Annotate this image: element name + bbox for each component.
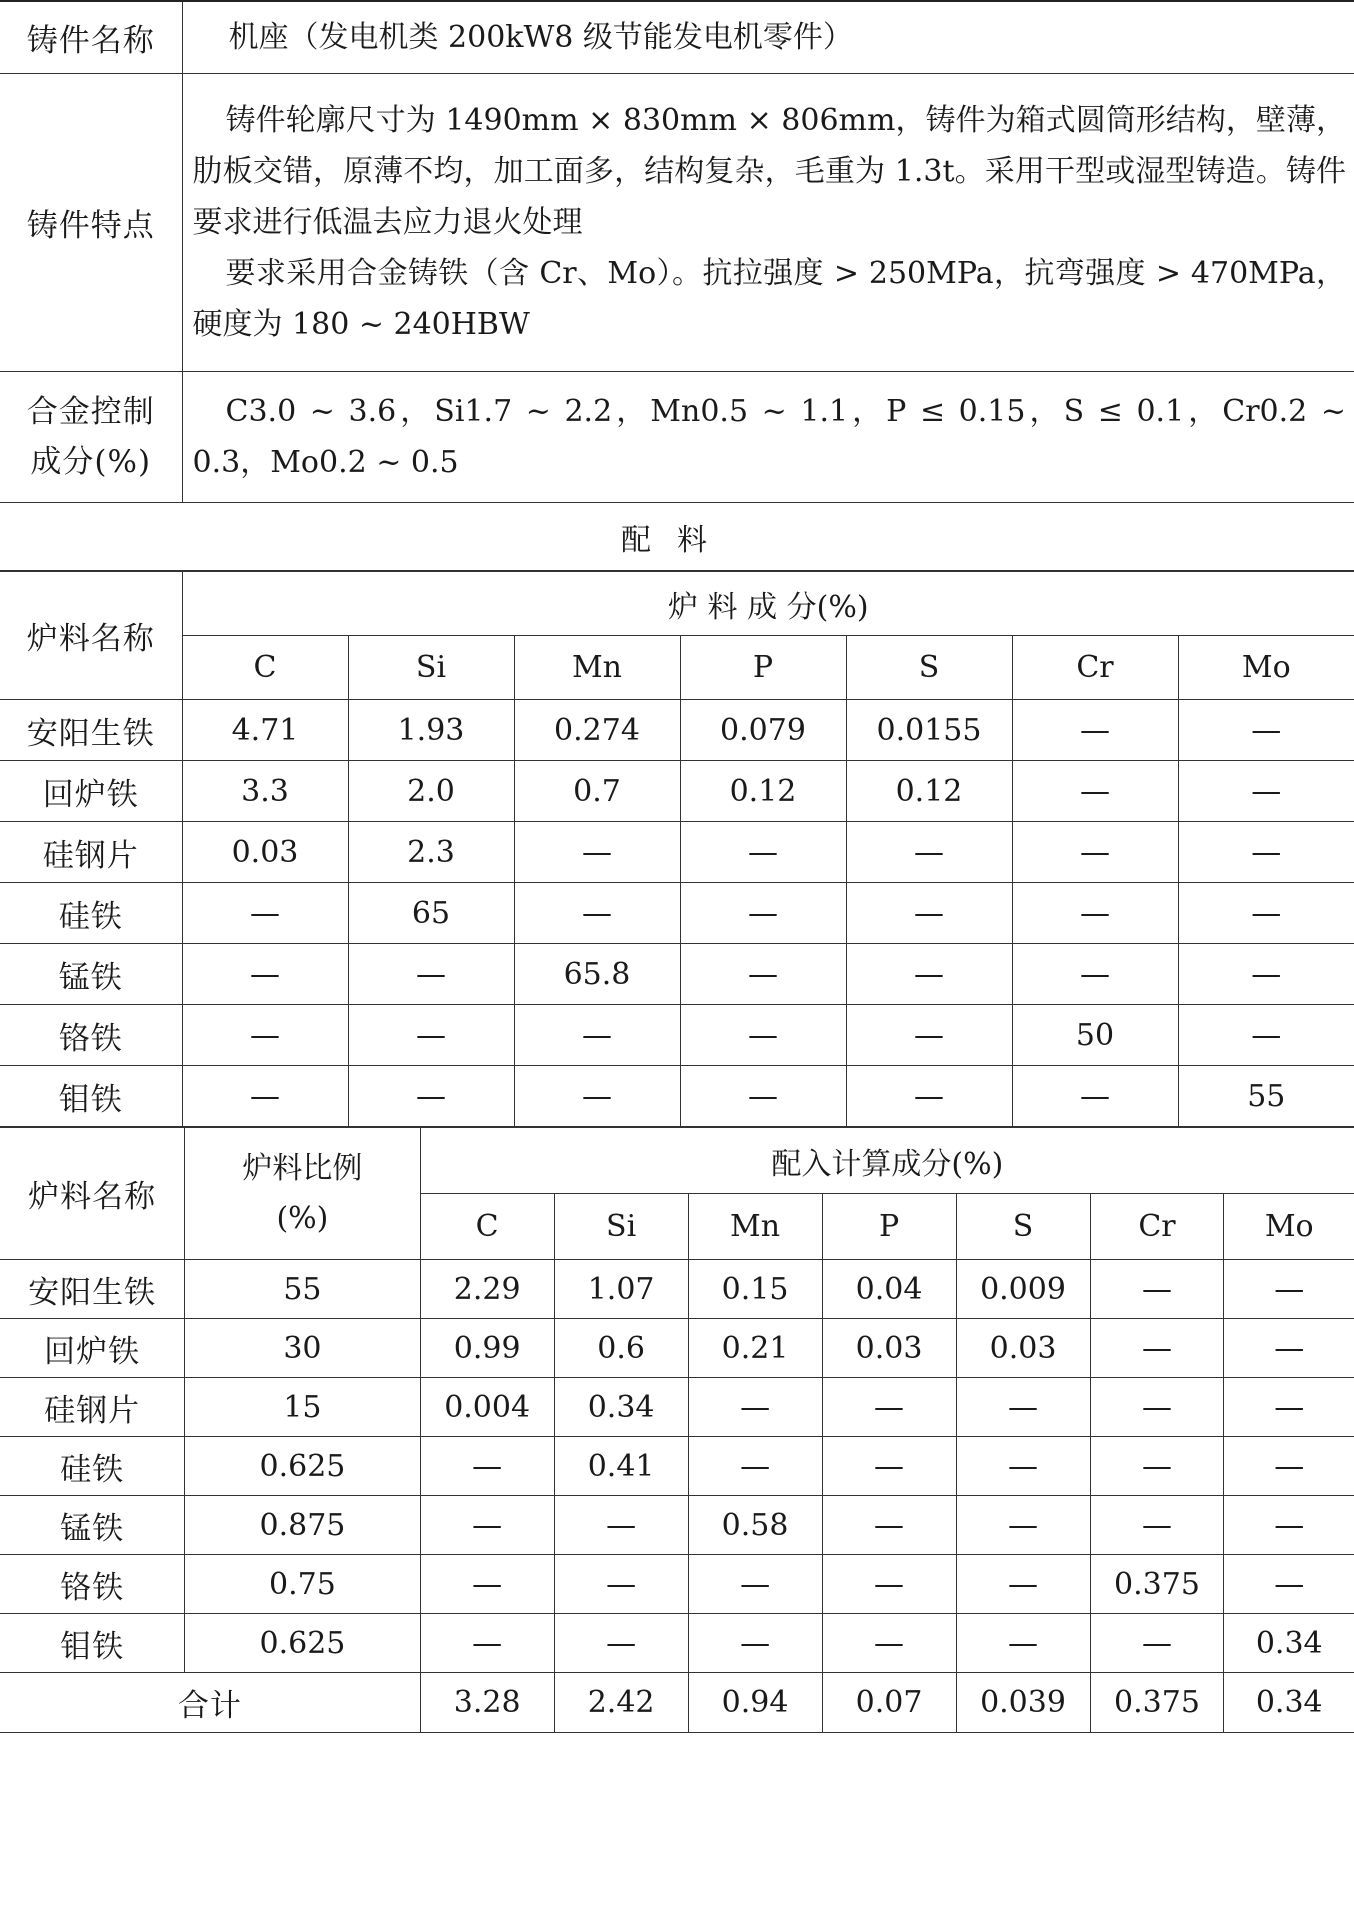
charge-col-header: C xyxy=(182,636,348,700)
charge-cell: 50 xyxy=(1012,1005,1178,1066)
calc-cell: — xyxy=(822,1437,956,1496)
charge-material-name: 硅钢片 xyxy=(0,822,182,883)
charge-element-header-row xyxy=(0,636,1354,700)
section-title-row xyxy=(0,503,1354,571)
casting-feature-row xyxy=(0,74,1354,372)
calc-cell: 0.375 xyxy=(1090,1555,1224,1614)
charge-cell: — xyxy=(1012,883,1178,944)
charge-cell: — xyxy=(1012,700,1178,761)
calc-ratio-cell: 0.875 xyxy=(185,1496,420,1555)
charge-row xyxy=(0,822,1354,883)
calc-cell: — xyxy=(688,1614,822,1673)
calc-cell: — xyxy=(1090,1319,1224,1378)
charge-col-header: S xyxy=(846,636,1012,700)
charge-name-header: 炉料名称 xyxy=(0,572,182,700)
charge-cell: 65.8 xyxy=(514,944,680,1005)
charge-cell: — xyxy=(680,944,846,1005)
calc-cell: — xyxy=(822,1614,956,1673)
charge-cell: — xyxy=(846,1005,1012,1066)
calc-cell: — xyxy=(822,1496,956,1555)
calc-ratio-cell: 30 xyxy=(185,1319,420,1378)
charge-cell: — xyxy=(514,1066,680,1127)
calculated-composition-table xyxy=(0,1127,1354,1733)
charge-row xyxy=(0,700,1354,761)
section-title: 配料 xyxy=(0,503,1354,571)
calc-cell: 0.04 xyxy=(822,1260,956,1319)
charge-col-header: Cr xyxy=(1012,636,1178,700)
calc-cell: 0.6 xyxy=(554,1319,688,1378)
charge-cell: — xyxy=(182,1005,348,1066)
charge-material-name: 硅铁 xyxy=(0,883,182,944)
charge-cell: — xyxy=(1012,1066,1178,1127)
charge-cell: — xyxy=(1178,1005,1354,1066)
calc-ratio-header: 炉料比例(%) xyxy=(185,1128,420,1260)
calc-total-cell: 3.28 xyxy=(420,1673,554,1733)
calc-cell: 2.29 xyxy=(420,1260,554,1319)
charge-cell: — xyxy=(680,1066,846,1127)
charge-cell: — xyxy=(182,883,348,944)
charge-cell: — xyxy=(348,1005,514,1066)
calc-cell: 0.21 xyxy=(688,1319,822,1378)
calc-cell: 0.15 xyxy=(688,1260,822,1319)
calc-row xyxy=(0,1555,1354,1614)
calc-cell: — xyxy=(1090,1378,1224,1437)
charge-row xyxy=(0,761,1354,822)
calc-row xyxy=(0,1260,1354,1319)
feature-paragraph-1: 铸件轮廓尺寸为 1490mm × 830mm × 806mm，铸件为箱式圆筒形结构，壁薄，肋板交错，原薄不均，加工面多，结构复杂，毛重为 1.3t。采用干型或湿型铸造。铸件要求进行低温去应力退火处理 xyxy=(192,103,1346,240)
calc-col-header: Cr xyxy=(1090,1194,1224,1260)
calc-cell: — xyxy=(688,1378,822,1437)
calc-cell: 0.03 xyxy=(822,1319,956,1378)
charge-cell: — xyxy=(846,1066,1012,1127)
calc-cell: — xyxy=(1224,1437,1354,1496)
charge-row xyxy=(0,1066,1354,1127)
calc-total-row xyxy=(0,1673,1354,1733)
calc-cell: 0.99 xyxy=(420,1319,554,1378)
calc-cell: — xyxy=(688,1437,822,1496)
charge-row xyxy=(0,883,1354,944)
calc-ratio-cell: 15 xyxy=(185,1378,420,1437)
charge-material-name: 钼铁 xyxy=(0,1066,182,1127)
calc-cell: — xyxy=(420,1614,554,1673)
charge-cell: — xyxy=(1012,822,1178,883)
charge-cell: — xyxy=(1012,944,1178,1005)
charge-header-row xyxy=(0,572,1354,636)
alloy-control-text: C3.0 ~ 3.6，Si1.7 ~ 2.2，Mn0.5 ~ 1.1，P ≤ 0.15，S ≤ 0.1，Cr0.2 ~ 0.3，Mo0.2 ~ 0.5 xyxy=(192,394,1346,480)
charge-col-header: P xyxy=(680,636,846,700)
casting-feature-label: 铸件特点 xyxy=(0,74,182,372)
charge-cell: 4.71 xyxy=(182,700,348,761)
calc-cell: 0.58 xyxy=(688,1496,822,1555)
calc-cell: 1.07 xyxy=(554,1260,688,1319)
calc-cell: 0.004 xyxy=(420,1378,554,1437)
charge-cell: 55 xyxy=(1178,1066,1354,1127)
calc-row xyxy=(0,1437,1354,1496)
calc-name-header: 炉料名称 xyxy=(0,1128,185,1260)
calc-row xyxy=(0,1378,1354,1437)
calc-cell: 0.41 xyxy=(554,1437,688,1496)
calc-cell: — xyxy=(822,1378,956,1437)
calc-total-cell: 0.07 xyxy=(822,1673,956,1733)
charge-material-name: 安阳生铁 xyxy=(0,700,182,761)
casting-name-value: 机座（发电机类 200kW8 级节能发电机零件） xyxy=(182,1,1354,74)
charge-cell: — xyxy=(182,1066,348,1127)
charge-cell: 3.3 xyxy=(182,761,348,822)
calc-cell: — xyxy=(1090,1614,1224,1673)
charge-cell: 0.12 xyxy=(680,761,846,822)
charge-cell: — xyxy=(182,944,348,1005)
casting-feature-value xyxy=(182,74,1354,372)
calc-cell: — xyxy=(956,1378,1090,1437)
calc-col-header: Si xyxy=(554,1194,688,1260)
charge-row xyxy=(0,944,1354,1005)
charge-cell: 2.3 xyxy=(348,822,514,883)
charge-cell: 1.93 xyxy=(348,700,514,761)
charge-cell: — xyxy=(680,883,846,944)
calc-col-header: S xyxy=(956,1194,1090,1260)
calc-cell: — xyxy=(956,1437,1090,1496)
charge-cell: — xyxy=(1178,883,1354,944)
calc-cell: — xyxy=(420,1555,554,1614)
charge-cell: — xyxy=(846,822,1012,883)
calc-col-header: C xyxy=(420,1194,554,1260)
charge-cell: — xyxy=(348,944,514,1005)
calc-header-row xyxy=(0,1128,1354,1194)
calc-total-cell: 0.039 xyxy=(956,1673,1090,1733)
charge-cell: 0.079 xyxy=(680,700,846,761)
charge-cell: 0.7 xyxy=(514,761,680,822)
calc-cell: — xyxy=(554,1614,688,1673)
charge-cell: 0.03 xyxy=(182,822,348,883)
calc-cell: 0.34 xyxy=(554,1378,688,1437)
calc-total-cell: 0.375 xyxy=(1090,1673,1224,1733)
charge-cell: — xyxy=(846,944,1012,1005)
charge-col-header: Si xyxy=(348,636,514,700)
calc-cell: 0.009 xyxy=(956,1260,1090,1319)
calc-cell: — xyxy=(1224,1496,1354,1555)
charge-cell: — xyxy=(680,822,846,883)
calc-cell: — xyxy=(956,1496,1090,1555)
charge-cell: — xyxy=(514,1005,680,1066)
calc-cell: — xyxy=(554,1555,688,1614)
calc-ratio-cell: 0.625 xyxy=(185,1437,420,1496)
calc-cell: — xyxy=(1224,1378,1354,1437)
calc-cell: — xyxy=(554,1496,688,1555)
calc-ratio-cell: 0.625 xyxy=(185,1614,420,1673)
calc-row xyxy=(0,1319,1354,1378)
charge-cell: — xyxy=(1178,761,1354,822)
calc-ratio-cell: 0.75 xyxy=(185,1555,420,1614)
calc-material-name: 锰铁 xyxy=(0,1496,185,1555)
calc-material-name: 铬铁 xyxy=(0,1555,185,1614)
calc-cell: — xyxy=(1224,1260,1354,1319)
calc-cell: — xyxy=(956,1555,1090,1614)
calc-total-cell: 0.94 xyxy=(688,1673,822,1733)
charge-cell: 2.0 xyxy=(348,761,514,822)
calc-material-name: 硅钢片 xyxy=(0,1378,185,1437)
charge-cell: — xyxy=(846,883,1012,944)
calc-total-cell: 0.34 xyxy=(1224,1673,1354,1733)
alloy-control-label: 合金控制成分(%) xyxy=(0,372,182,503)
casting-info-table xyxy=(0,0,1354,571)
charge-cell: 65 xyxy=(348,883,514,944)
charge-composition-table xyxy=(0,571,1354,1127)
calc-col-header: Mn xyxy=(688,1194,822,1260)
charge-cell: — xyxy=(1012,761,1178,822)
calc-total-label: 合计 xyxy=(0,1673,420,1733)
calc-cell: — xyxy=(1224,1319,1354,1378)
charge-col-header: Mo xyxy=(1178,636,1354,700)
calc-material-name: 硅铁 xyxy=(0,1437,185,1496)
alloy-control-row xyxy=(0,372,1354,503)
calc-row xyxy=(0,1614,1354,1673)
calc-material-name: 安阳生铁 xyxy=(0,1260,185,1319)
charge-group-header: 炉 料 成 分(%) xyxy=(182,572,1354,636)
charge-cell: — xyxy=(1178,700,1354,761)
calc-group-header: 配入计算成分(%) xyxy=(420,1128,1354,1194)
charge-cell: — xyxy=(1178,944,1354,1005)
charge-material-name: 锰铁 xyxy=(0,944,182,1005)
calc-cell: — xyxy=(1090,1496,1224,1555)
charge-cell: — xyxy=(514,883,680,944)
calc-cell: — xyxy=(956,1614,1090,1673)
calc-cell: 0.34 xyxy=(1224,1614,1354,1673)
charge-cell: — xyxy=(1178,822,1354,883)
calc-cell: 0.03 xyxy=(956,1319,1090,1378)
calc-material-name: 钼铁 xyxy=(0,1614,185,1673)
charge-cell: — xyxy=(348,1066,514,1127)
calc-cell: — xyxy=(1090,1260,1224,1319)
alloy-control-value xyxy=(182,372,1354,503)
charge-material-name: 铬铁 xyxy=(0,1005,182,1066)
calc-cell: — xyxy=(688,1555,822,1614)
calc-cell: — xyxy=(822,1555,956,1614)
feature-paragraph-2: 要求采用合金铸铁（含 Cr、Mo）。抗拉强度 > 250MPa，抗弯强度 > 470MPa，硬度为 180 ~ 240HBW xyxy=(192,256,1346,342)
calc-row xyxy=(0,1496,1354,1555)
charge-cell: 0.274 xyxy=(514,700,680,761)
charge-material-name: 回炉铁 xyxy=(0,761,182,822)
calc-material-name: 回炉铁 xyxy=(0,1319,185,1378)
calc-col-header: P xyxy=(822,1194,956,1260)
calc-col-header: Mo xyxy=(1224,1194,1354,1260)
calc-cell: — xyxy=(1224,1555,1354,1614)
charge-cell: — xyxy=(680,1005,846,1066)
calc-cell: — xyxy=(420,1437,554,1496)
charge-col-header: Mn xyxy=(514,636,680,700)
calc-ratio-cell: 55 xyxy=(185,1260,420,1319)
calc-cell: — xyxy=(1090,1437,1224,1496)
calc-cell: — xyxy=(420,1496,554,1555)
charge-cell: — xyxy=(514,822,680,883)
calc-total-cell: 2.42 xyxy=(554,1673,688,1733)
casting-name-label: 铸件名称 xyxy=(0,1,182,74)
casting-name-row xyxy=(0,1,1354,74)
charge-cell: 0.12 xyxy=(846,761,1012,822)
charge-row xyxy=(0,1005,1354,1066)
charge-cell: 0.0155 xyxy=(846,700,1012,761)
